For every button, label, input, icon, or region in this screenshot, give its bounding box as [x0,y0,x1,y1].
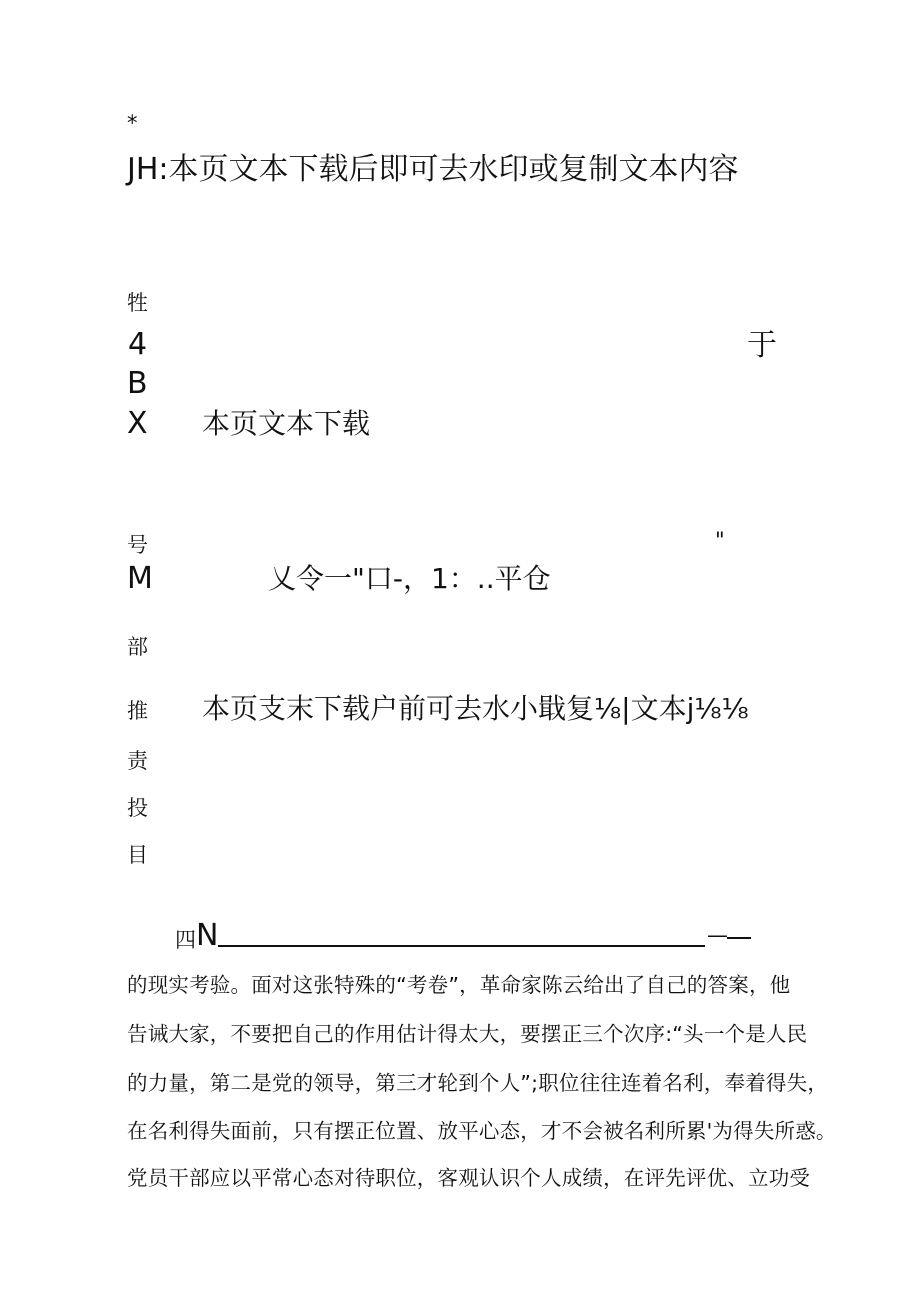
label-b: B [127,366,148,401]
star-mark: * [127,111,138,135]
label-x: X [127,406,148,441]
page-title: JH:本页文本下载后即可去水印或复制文本内容 [127,152,739,187]
label-4: 4 [128,327,148,362]
x-row-text: 本页文本下载 [202,407,371,440]
label-xing: 牲 [127,291,148,315]
label-hao: 号 [127,533,148,557]
label-m: M [127,561,153,596]
label-ze: 责 [127,749,148,773]
label-tui: 推 [127,699,148,723]
tui-row-text: 本页支末下载户前可去水小戢复⅛|文本j⅛⅛ [202,692,749,725]
label-tou: 投 [127,796,148,820]
paragraph-line: 的现实考验。面对这张特殊的“考卷”，革命家陈云给出了自己的答案，他 [127,973,791,997]
label-bu: 部 [127,635,148,659]
section-prefix: 四 [175,928,196,952]
paragraph-line: 告诫大家，不要把自己的作用估计得太大，要摆正三个次序:“头一个是人民 [127,1022,808,1046]
blank-underline [218,945,705,947]
trailing-rule [727,937,751,939]
paragraph-line: 在名利得失面前，只有摆正位置、放平心态，才不会被名利所累'为得失所惑。 [127,1119,837,1143]
m-row-text: 乂令一"口-，1：..平仓 [268,562,551,595]
trailing-dash: — [707,923,728,947]
paragraph-line: 党员干部应以平常心态对待职位，客观认识个人成绩，在评先评优、立功受 [127,1166,811,1190]
label-yu: 于 [747,328,777,363]
section-letter: N [196,918,219,953]
label-mu: 目 [127,843,148,867]
quote-mark: " [715,528,725,552]
paragraph-line: 的力量，第二是党的领导，第三才轮到个人”;职位往往连着名利，奉着得失， [127,1071,829,1095]
